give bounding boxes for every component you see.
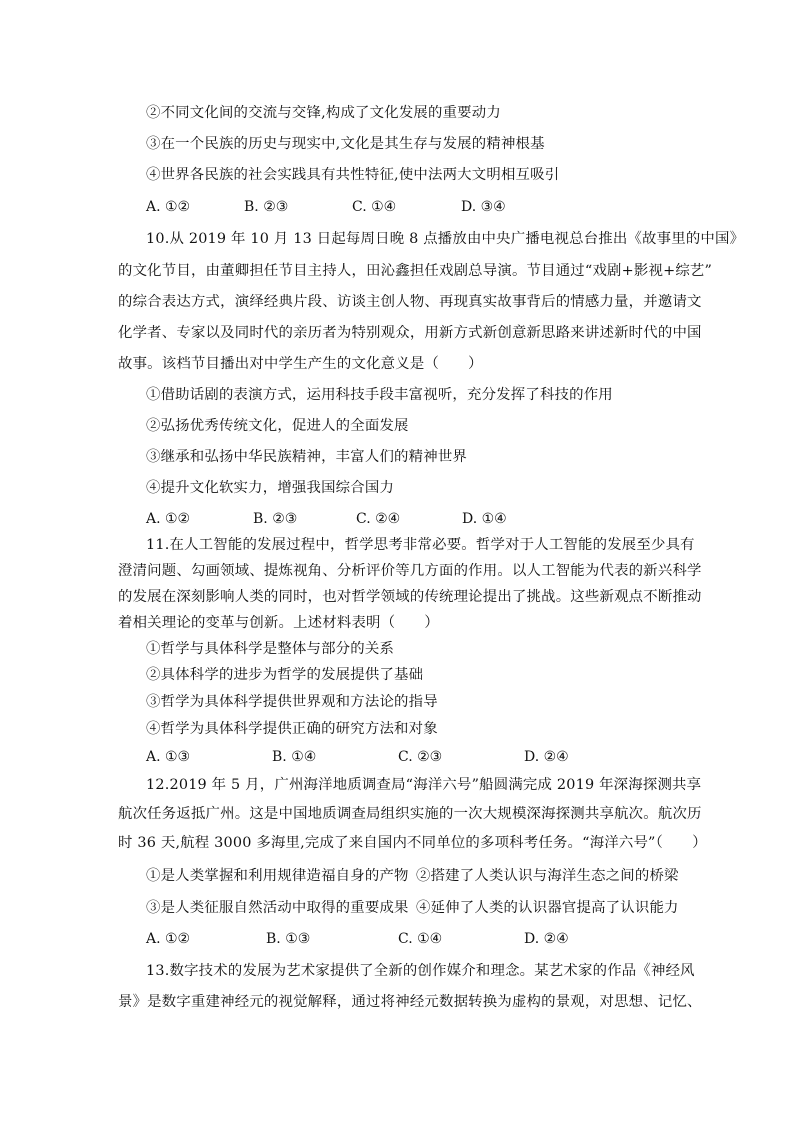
q12-option-d: D. ②④ [524, 931, 569, 947]
q12-item-3: ③是人类征服自然活动中取得的重要成果 [146, 900, 409, 916]
q11-option-a: A. ①③ [146, 749, 191, 765]
q9-option-d: D. ③④ [461, 199, 506, 215]
q12-stem-line-1: 12.2019 年 5 月，广州海洋地质调查局“海洋六号”船圆满完成 2019 年深海探测共享 [146, 777, 702, 793]
q9-option-c: C. ①④ [352, 199, 397, 215]
q10-option-a: A. ①② [146, 511, 191, 527]
q12-item-2: ②搭建了人类认识与海洋生态之间的桥梁 [416, 868, 679, 884]
q12-item-1: ①是人类掌握和利用规律造福自身的产物 [146, 868, 409, 884]
q9-item-3: ③在一个民族的历史与现实中,文化是其生存与发展的精神根基 [146, 136, 545, 152]
q12-option-b: B. ①③ [266, 931, 311, 947]
q12-item-4: ④延伸了人类的认识器官提高了认识能力 [416, 900, 679, 916]
q12-option-a: A. ①② [146, 931, 191, 947]
q11-item-3: ③哲学为具体科学提供世界观和方法论的指导 [146, 694, 438, 710]
q13-stem-line-1: 13.数字技术的发展为艺术家提供了全新的创作媒介和理念。某艺术家的作品《神经风 [146, 963, 695, 979]
q11-item-1: ①哲学与具体科学是整体与部分的关系 [146, 641, 395, 657]
q10-option-d: D. ①④ [462, 511, 507, 527]
q9-item-4: ④世界各民族的社会实践具有共性特征,使中法两大文明相互吸引 [146, 167, 560, 183]
q10-item-4: ④提升文化软实力，增强我国综合国力 [146, 480, 395, 496]
q10-item-2: ②弘扬优秀传统文化，促进人的全面发展 [146, 418, 409, 434]
q9-option-b: B. ②③ [244, 199, 289, 215]
q11-item-4: ④哲学为具体科学提供正确的研究方法和对象 [146, 721, 438, 737]
q12-stem-line-3: 时 36 天,航程 3000 多海里,完成了来自国内不同单位的多项科考任务。“海洋六号”（ ） [118, 835, 707, 851]
q11-stem-line-4: 着相关理论的变革与创新。上述材料表明（ ） [118, 615, 439, 631]
q11-option-c: C. ②③ [398, 749, 443, 765]
q12-option-c: C. ①④ [398, 931, 443, 947]
q11-stem-line-3: 的发展在深刻影响人类的同时，也对哲学领域的传统理论提出了挑战。这些新观点不断推动 [118, 589, 702, 605]
q12-stem-line-2: 航次任务返抵广州。这是中国地质调查局组织实施的一次大规模深海探测共享航次。航次历 [118, 806, 702, 822]
q13-stem-line-2: 景》是数字重建神经元的视觉解释，通过将神经元数据转换为虚构的景观，对思想、记忆、 [118, 994, 702, 1010]
q10-stem-line-1: 10.从 2019 年 10 月 13 日起每周日晚 8 点播放由中央广播电视总台推出《故事里的中国》 [146, 231, 745, 247]
q11-option-b: B. ①④ [272, 749, 317, 765]
q10-option-c: C. ②④ [356, 511, 401, 527]
q11-option-d: D. ②④ [524, 749, 569, 765]
q11-item-2: ②具体科学的进步为哲学的发展提供了基础 [146, 667, 424, 683]
q10-option-b: B. ②③ [253, 511, 298, 527]
q10-stem-line-3: 的综合表达方式，演绎经典片段、访谈主创人物、再现真实故事背后的情感力量，并邀请文 [118, 294, 702, 310]
q10-stem-line-2: 的文化节目，由董卿担任节目主持人，田沁鑫担任戏剧总导演。节目通过“戏剧+影视+综艺” [118, 263, 713, 279]
q11-stem-line-2: 澄清问题、勾画领域、提炼视角、分析评价等几方面的作用。以人工智能为代表的新兴科学 [118, 563, 702, 579]
q10-stem-line-4: 化学者、专家以及同时代的亲历者为特别观众，用新方式新创意新思路来讲述新时代的中国 [118, 325, 702, 341]
q10-item-3: ③继承和弘扬中华民族精神，丰富人们的精神世界 [146, 449, 467, 465]
q9-option-a: A. ①② [146, 199, 191, 215]
q10-item-1: ①借助话剧的表演方式，运用科技手段丰富视听，充分发挥了科技的作用 [146, 387, 613, 403]
q10-stem-line-5: 故事。该档节目播出对中学生产生的文化意义是（ ） [118, 356, 483, 372]
q9-item-2: ②不同文化间的交流与交锋,构成了文化发展的重要动力 [146, 105, 501, 121]
q11-stem-line-1: 11.在人工智能的发展过程中，哲学思考非常必要。哲学对于人工智能的发展至少具有 [146, 537, 695, 553]
